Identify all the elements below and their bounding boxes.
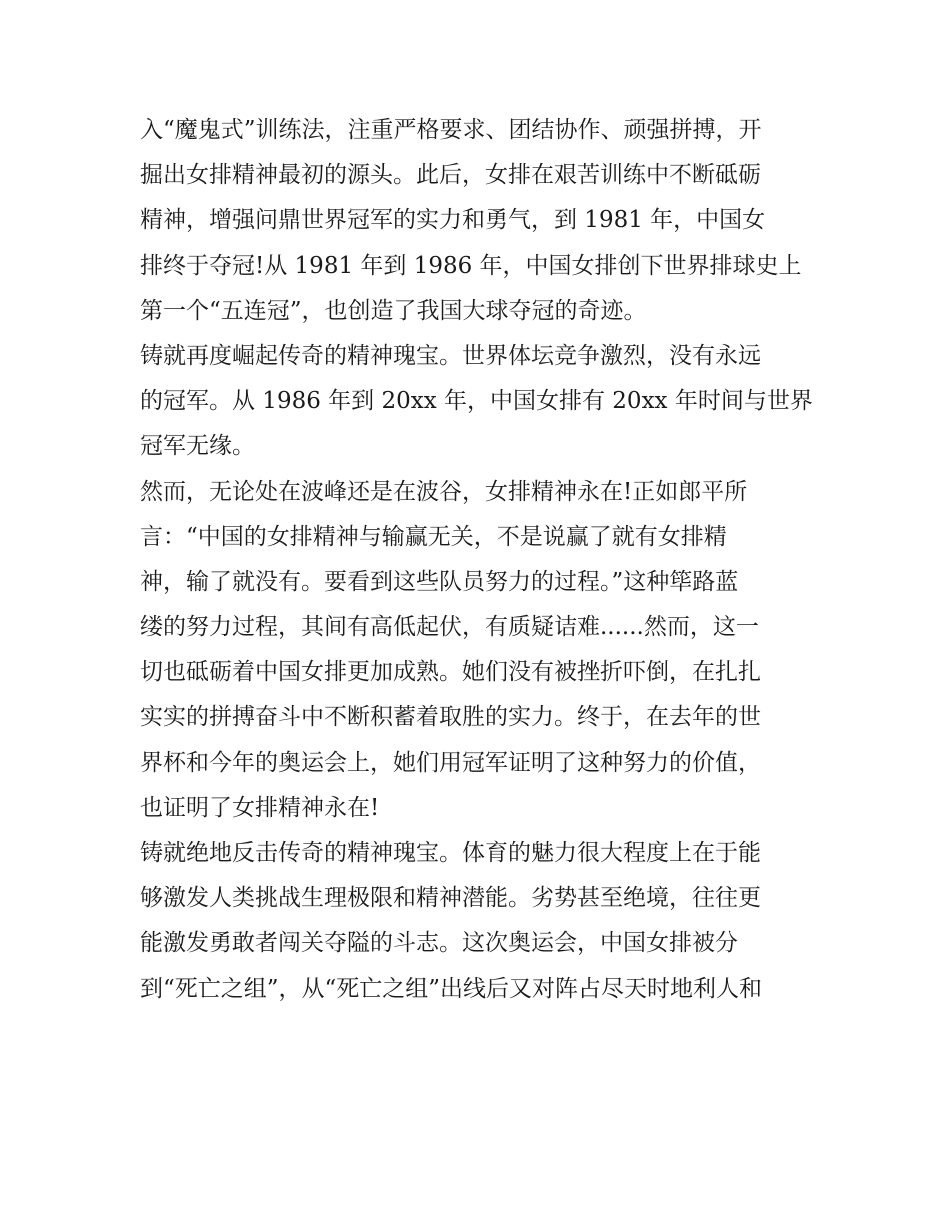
text-line: 到“死亡之组”，从“死亡之组”出线后又对阵占尽天时地利人和 [140,975,763,1002]
text-line: 的冠军。从 1986 年到 20xx 年，中国女排有 20xx 年时间与世界 [140,388,813,415]
text-line: 冠军无缘。 [140,433,255,460]
text-line: 然而，无论处在波峰还是在波谷，女排精神永在!正如郎平所 [140,478,748,505]
text-line: 掘出女排精神最初的源头。此后，女排在艰苦训练中不断砥砺 [140,162,761,189]
text-line: 界杯和今年的奥运会上，她们用冠军证明了这种努力的价值， [140,749,761,776]
body-text [140,108,820,1012]
text-line: 言：“中国的女排精神与输赢无关，不是说赢了就有女排精 [140,523,727,550]
text-line: 神，输了就没有。要看到这些队员努力的过程。”这种筚路蓝 [140,568,739,595]
text-line: 切也砥砺着中国女排更加成熟。她们没有被挫折吓倒，在扎扎 [140,659,761,686]
text-line: 铸就再度崛起传奇的精神瑰宝。世界体坛竞争激烈，没有永远 [140,342,761,369]
text-line: 实实的拼搏奋斗中不断积蓄着取胜的实力。终于，在去年的世 [140,704,761,731]
text-line: 第一个“五连冠”，也创造了我国大球夺冠的奇迹。 [140,297,647,324]
text-line: 入“魔鬼式”训练法，注重严格要求、团结协作、顽强拼搏，开 [140,117,762,143]
text-line: 排终于夺冠!从 1981 年到 1986 年，中国女排创下世界排球史上 [140,252,802,279]
text-line: 够激发人类挑战生理极限和精神潜能。劣势甚至绝境，往往更 [140,885,761,912]
text-line: 能激发勇敢者闯关夺隘的斗志。这次奥运会，中国女排被分 [140,930,738,957]
text-line: 缕的努力过程，其间有高低起伏，有质疑诘难......然而，这一 [140,614,759,641]
text-line: 铸就绝地反击传奇的精神瑰宝。体育的魅力很大程度上在于能 [140,840,761,866]
text-line: 精神，增强问鼎世界冠军的实力和勇气，到 1981 年，中国女 [140,207,766,234]
text-line: 也证明了女排精神永在! [140,794,380,821]
